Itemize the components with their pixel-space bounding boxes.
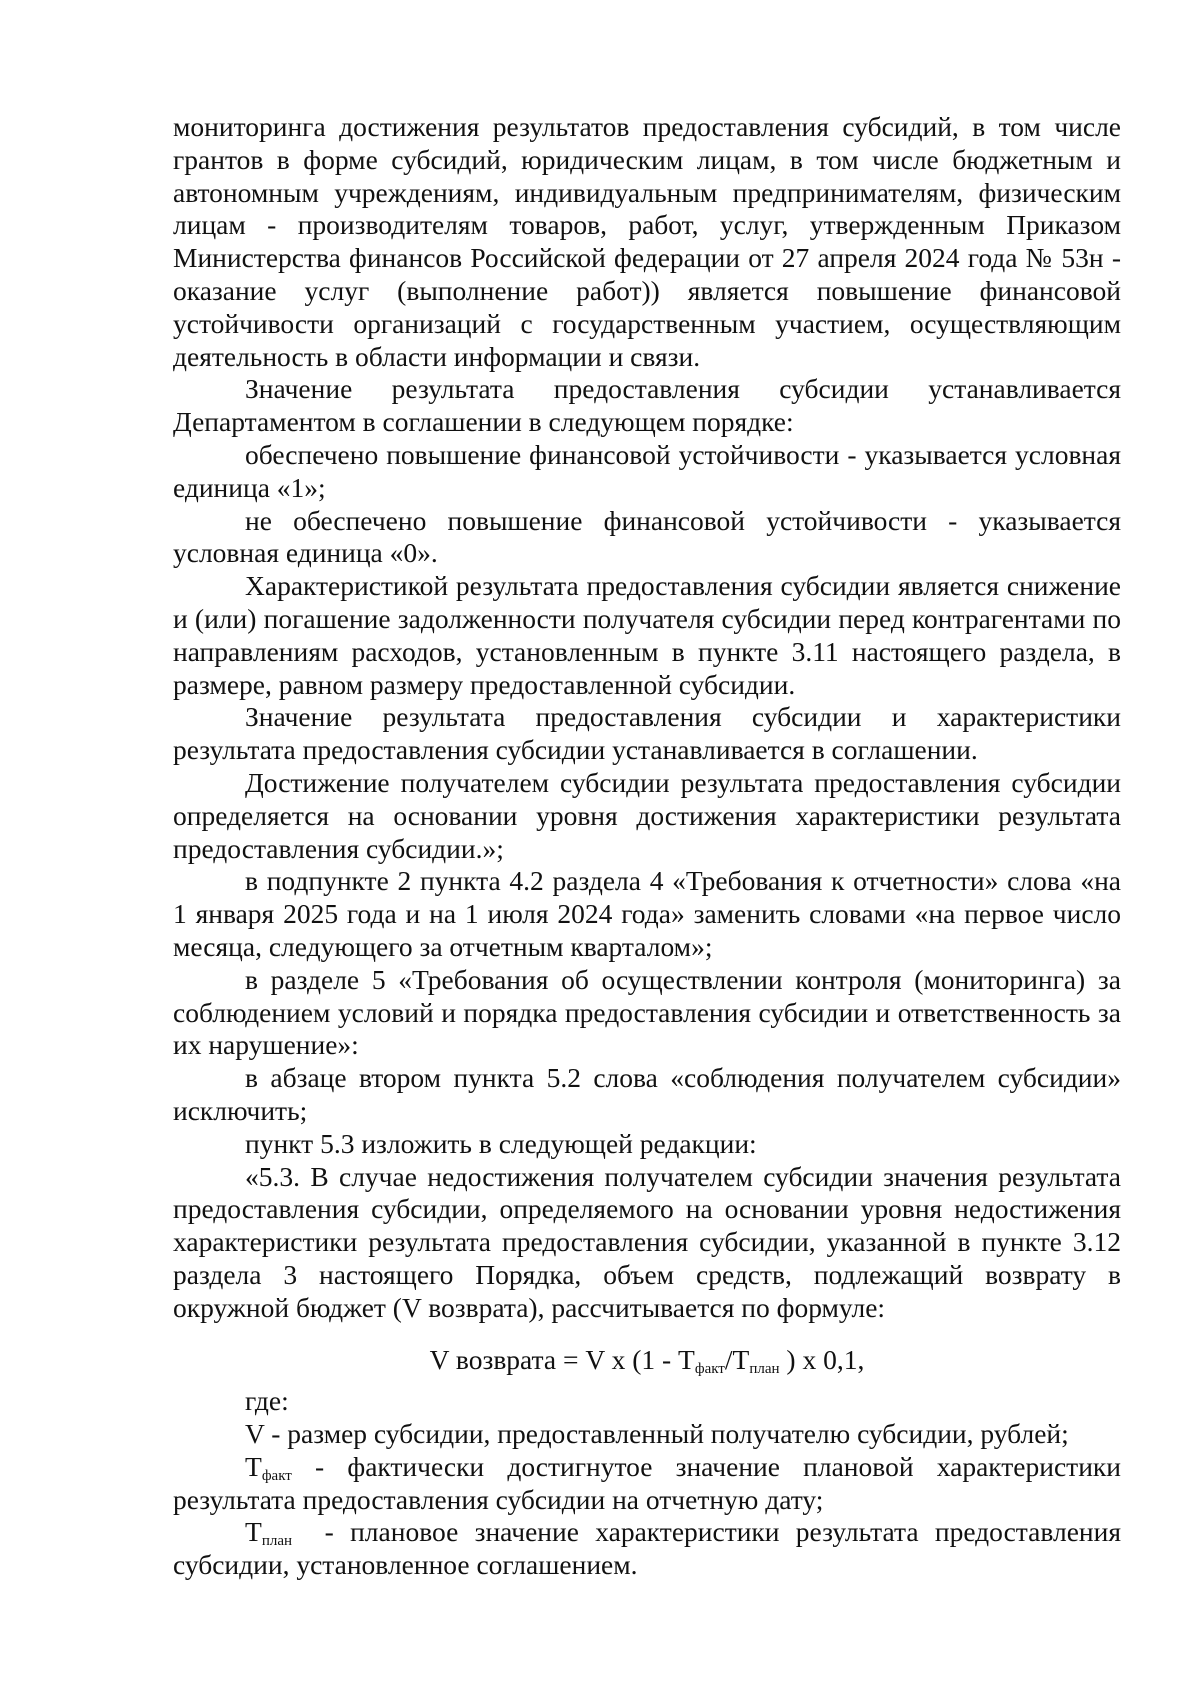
formula-rhs: ) x 0,1, — [779, 1344, 865, 1376]
t-plan-text: - плановое значение характеристики результата предоставления субсидии, установленное соглашением. — [173, 1516, 1128, 1581]
t-plan-subscript: план — [261, 1533, 293, 1550]
definition-t-plan — [173, 1516, 1128, 1582]
t-fact-symbol: Т — [245, 1450, 262, 1482]
paragraph-monitoring-continuation: мониторинга достижения результатов предоставления субсидий, в том числе грантов в форме субсидий, юридическим лицам, в том числе бюджетным и автономным учреждениям, индивидуальным предпринимателям, физическим лицам - производителям товаров, работ, услуг, утвержденным Приказом Министерства финансов Российской федерации от 27 апреля 2024 года № 53н - оказание услуг (выполнение работ)) является повышение финансовой устойчивости организаций с государственным участием, осуществляющим деятельность в области информации и связи. — [173, 111, 1121, 372]
paragraph-clause-5-3-intro: пункт 5.3 изложить в следующей редакции: — [245, 1127, 757, 1159]
paragraph-unit-one: обеспечено повышение финансовой устойчивости - указывается условная единица «1»; — [173, 438, 1121, 503]
paragraph-reporting-amendment: в подпункте 2 пункта 4.2 раздела 4 «Требования к отчетности» слова «на 1 января 2025 года и на 1 июля 2024 года» заменить словами «на первое число месяца, следующего за отчетным кварталом»; — [173, 865, 1121, 962]
paragraph-clause-5-2: в абзаце втором пункта 5.2 слова «соблюдения получателем субсидии» исключить; — [173, 1062, 1121, 1126]
where-label: где: — [245, 1385, 289, 1417]
paragraph-result-characteristic: Характеристикой результата предоставления субсидии является снижение и (или) погашение задолженности получателя субсидии перед контрагентами по направлениям расходов, установленным в пункте 3.11 настоящего раздела, в размере, равном размеру предоставленной субсидии. — [173, 570, 1121, 700]
t-fact-text: - фактически достигнутое значение плановой характеристики результата предоставления субсидии на отчетную дату; — [173, 1450, 1121, 1515]
t-fact-subscript: факт — [261, 1467, 292, 1484]
formula-sub-fact: факт — [694, 1361, 725, 1378]
formula-sub-plan: план — [749, 1361, 780, 1378]
paragraph-unit-zero: не обеспечено повышение финансовой устойчивости - указывается условная единица «0». — [173, 504, 1121, 569]
paragraph-achievement: Достижение получателем субсидии результата предоставления субсидии определяется на основании уровня достижения характеристики результата предоставления субсидии.»; — [173, 766, 1121, 864]
definition-v: V - размер субсидии, предоставленный получателю субсидии, рублей; — [245, 1418, 1069, 1450]
formula-slash: /Т — [724, 1344, 750, 1376]
t-plan-symbol: Т — [245, 1516, 262, 1548]
paragraph-agreement-values: Значение результата предоставления субсидии и характеристики результата предоставления субсидии устанавливается в соглашении. — [173, 701, 1121, 766]
document-body — [173, 111, 1128, 1582]
refund-formula — [173, 1344, 1121, 1377]
paragraph-clause-5-3-text: «5.3. В случае недостижения получателем субсидии значения результата предоставления субсидии, определяемого на основании уровня недостижения характеристики результата предоставления субсидии, указанной в пункте 3.12 раздела 3 настоящего Порядка, объем средств, подлежащий возврату в окружной бюджет (V возврата), рассчитывается по формуле: — [173, 1160, 1121, 1323]
formula-lhs: V возврата = V x (1 - Т — [429, 1344, 695, 1376]
paragraph-result-value: Значение результата предоставления субсидии устанавливается Департаментом в соглашении в следующем порядке: — [173, 373, 1121, 438]
paragraph-section-5: в разделе 5 «Требования об осуществлении контроля (мониторинга) за соблюдением условий и порядка предоставления субсидии и ответственность за их нарушение»: — [173, 963, 1121, 1061]
definition-t-fact — [173, 1451, 1121, 1517]
